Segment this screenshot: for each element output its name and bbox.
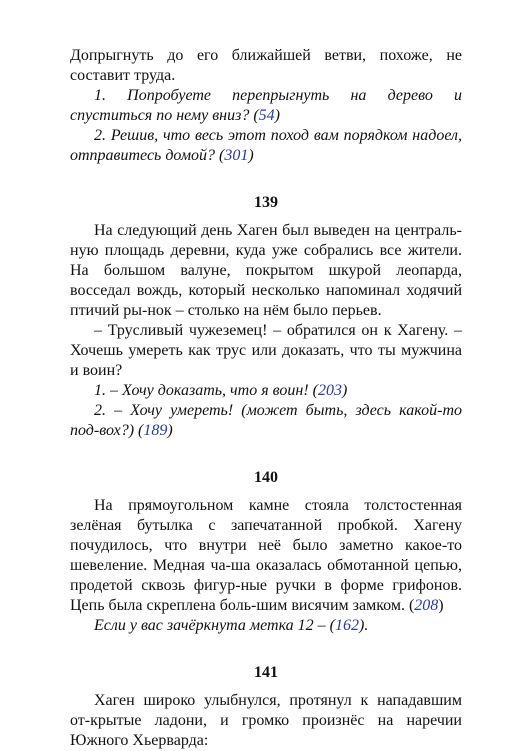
option-close: ) (167, 422, 173, 439)
condition-ref[interactable]: 162 (335, 617, 359, 634)
section-139-option-1[interactable] (70, 381, 462, 401)
option-ref[interactable]: 203 (317, 382, 342, 399)
section-139-option-2[interactable] (70, 401, 462, 441)
option-2[interactable] (70, 126, 462, 166)
section-140-paragraph (70, 496, 462, 616)
condition-close: ). (359, 617, 369, 634)
option-close: ) (341, 382, 348, 399)
book-page (70, 46, 462, 751)
section-number-141: 141 (254, 664, 278, 681)
continuation-paragraph: Допрыгнуть до его ближайшей ветви, похоже, не составит труда. (70, 47, 462, 84)
paragraph-ref[interactable]: 208 (414, 597, 439, 614)
option-text: 1. Попробуете перепрыгнуть на дерево и спуститься по нему вниз? ( (70, 87, 462, 124)
option-ref[interactable]: 54 (258, 107, 275, 124)
option-ref[interactable]: 301 (224, 147, 249, 164)
option-text: 2. – Хочу умереть! (может быть, здесь какой-то под-вох?) ( (70, 402, 462, 439)
option-text: 1. – Хочу доказать, что я воин! ( (94, 382, 318, 399)
section-139-paragraph-1: На следующий день Хаген был выведен на централь-ную площадь деревни, куда уже собрались все жители. На большом валуне, покрытом шкурой леопарда, восседал вождь, который несколько напоминал ходячий птичий ры-нок – столько на нём было перьев. (70, 222, 462, 319)
condition-text: Если у вас зачёркнута метка 12 – ( (94, 617, 335, 634)
paragraph-close: ) (438, 597, 444, 614)
option-close: ) (274, 107, 280, 124)
paragraph-text: На прямоугольном камне стояла толстостенная зелёная бутылка с запечатанной пробкой. Хагену почудилось, что внутри неё было заметно какое-то шевеление. Медная ча-ша оказалась обмотанной цепью, продетой сквозь фигур-ные ручки в форме грифонов. Цепь была скреплена боль-шим висячим замком. ( (70, 497, 462, 614)
section-141-paragraph: Хаген широко улыбнулся, протянул к нападавшим от-крытые ладони, и громко произнёс на наречии Южного Хьерварда: (70, 692, 462, 749)
section-number-139: 139 (254, 194, 278, 211)
option-ref[interactable]: 189 (143, 422, 168, 439)
option-1[interactable] (70, 86, 462, 126)
section-number-140: 140 (254, 469, 278, 486)
section-140-condition[interactable] (70, 616, 462, 636)
section-139-paragraph-2: – Трусливый чужеземец! – обратился он к Хагену. – Хочешь умереть как трус или доказать, что ты мужчина и воин? (70, 322, 462, 379)
option-close: ) (248, 147, 254, 164)
option-text: 2. Решив, что весь этот поход вам порядком надоел, отправитесь домой? ( (70, 127, 462, 164)
